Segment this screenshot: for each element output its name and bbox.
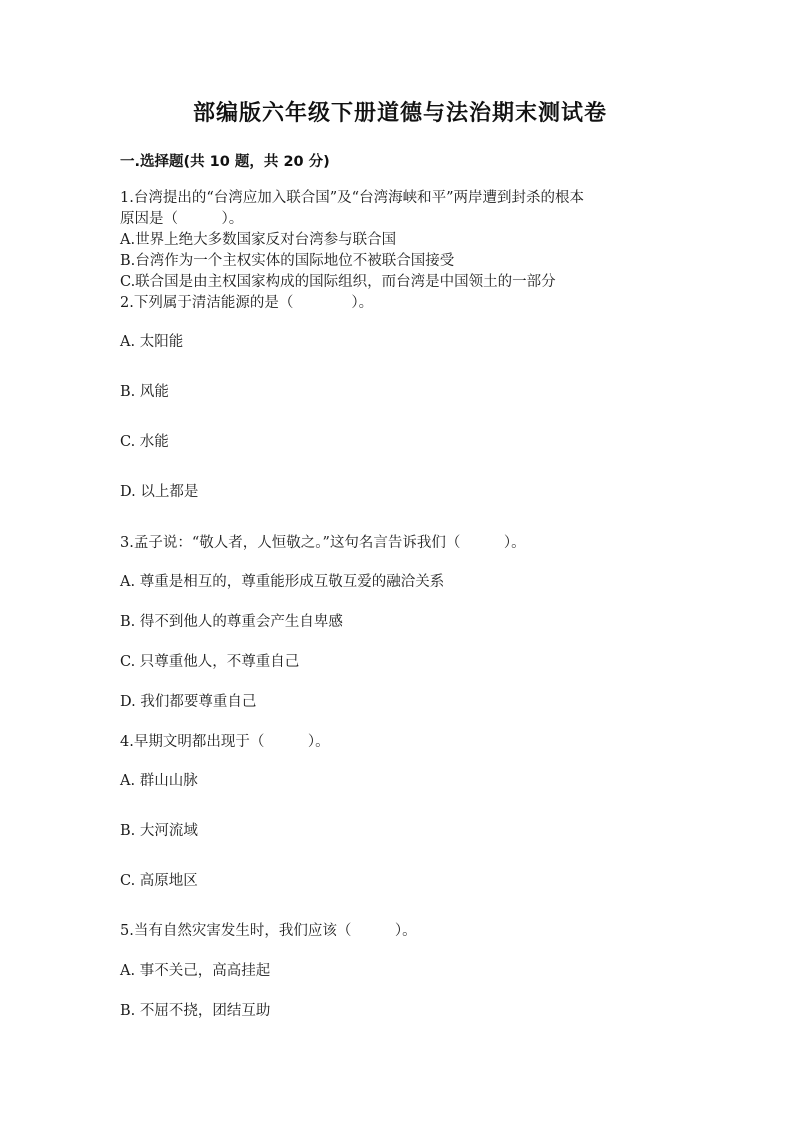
question-1-stem-line-2: 原因是（ ）。 <box>120 211 244 227</box>
question-4-stem: 4.早期文明都出现于（ ）。 <box>120 734 330 750</box>
question-3-option-c: C. 只尊重他人，不尊重自己 <box>120 654 300 670</box>
page-title: 部编版六年级下册道德与法治期末测试卷 <box>192 101 607 126</box>
question-4-option-a: A. 群山山脉 <box>120 773 198 789</box>
question-2-stem: 2.下列属于清洁能源的是（ ）。 <box>120 295 374 311</box>
question-1-option-b: B.台湾作为一个主权实体的国际地位不被联合国接受 <box>120 253 455 269</box>
question-5-option-b: B. 不屈不挠，团结互助 <box>120 1003 271 1019</box>
question-3-option-d: D. 我们都要尊重自己 <box>120 694 257 710</box>
question-1-option-c: C.联合国是由主权国家构成的国际组织，而台湾是中国领土的一部分 <box>120 274 556 290</box>
question-3-option-b: B. 得不到他人的尊重会产生自卑感 <box>120 614 343 630</box>
question-1-stem-line-1: 1.台湾提出的“台湾应加入联合国”及“台湾海峡和平”两岸遭到封杀的根本 <box>120 190 584 206</box>
question-2-option-c: C. 水能 <box>120 434 169 450</box>
question-4-option-b: B. 大河流域 <box>120 823 198 839</box>
question-2-option-a: A. 太阳能 <box>120 334 184 350</box>
question-4-option-c: C. 高原地区 <box>120 873 198 889</box>
question-2-option-d: D. 以上都是 <box>120 484 199 500</box>
question-3-option-a: A. 尊重是相互的，尊重能形成互敬互爱的融洽关系 <box>120 574 445 590</box>
question-2-option-b: B. 风能 <box>120 384 169 400</box>
question-5-stem: 5.当有自然灾害发生时，我们应该（ ）。 <box>120 923 417 939</box>
section-heading: 一.选择题(共 10 题，共 20 分) <box>120 154 330 170</box>
question-3-stem: 3.孟子说：“敬人者，人恒敬之。”这句名言告诉我们（ ）。 <box>120 535 526 551</box>
question-1-option-a: A.世界上绝大多数国家反对台湾参与联合国 <box>120 232 397 248</box>
question-5-option-a: A. 事不关己，高高挂起 <box>120 963 271 979</box>
